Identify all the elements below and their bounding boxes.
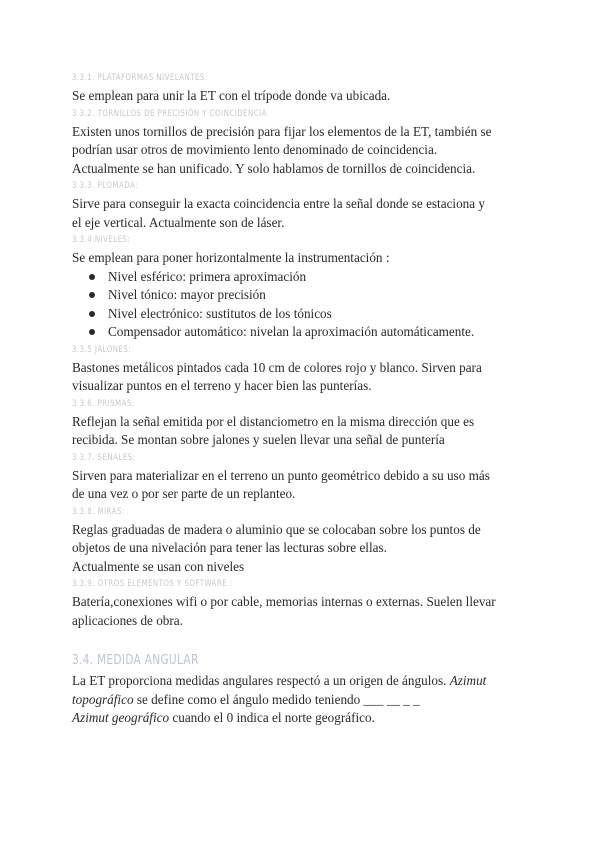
list-item (72, 305, 532, 324)
subsection-heading-plataformas: 3.3.1. PLATAFORMAS NIVELANTES: (72, 73, 208, 83)
subsection-heading-tornillos: 3.3.2. TORNILLOS DE PRECISIÓN Y COINCIDENCIA (72, 108, 267, 119)
bullet-icon (89, 311, 95, 317)
list-item-text: Nivel tónico: mayor precisión (108, 287, 266, 302)
bullet-icon (89, 292, 95, 298)
paragraph-line: podrían usar otros de movimiento lento denominado de coincidencia. (72, 142, 438, 157)
paragraph-line (72, 691, 532, 710)
paragraph-line: Bastones metálicos pintados cada 10 cm de colores rojo y blanco. Sirven para (72, 359, 482, 375)
paragraph-line: Sirven para materializar en el terreno un punto geométrico debido a su uso más (72, 467, 490, 483)
list-item-text: Nivel electrónico: sustitutos de los tónicos (108, 305, 332, 321)
emphasis-text: Azimut geográfico (72, 710, 170, 725)
emphasis-text: Azimut (449, 673, 487, 688)
paragraph-line: el eje vertical. Actualmente son de láser. (72, 214, 285, 230)
paragraph-line: Existen unos tornillos de precisión para fijar los elementos de la ET, también se (72, 123, 492, 139)
niveles-bullet-list (72, 268, 532, 342)
paragraph-line: aplicaciones de obra. (72, 612, 183, 628)
subsection-heading-senales: 3.3.7. SEÑALES: (72, 452, 136, 463)
bullet-icon (89, 329, 95, 335)
subsection-heading-jalones: 3.3.5 JALONES: (72, 344, 132, 355)
paragraph-line: Reflejan la señal emitida por el distanciometro en la misma dirección que es (72, 413, 475, 429)
text-span: se define como el ángulo medido teniendo ___ __ _ _ (136, 691, 420, 707)
list-item (72, 268, 532, 287)
section-heading-medida-angular: 3.4. MEDIDA ANGULAR (72, 653, 199, 668)
list-item-text: Compensador automático: nivelan la aproximación automáticamente. (108, 324, 475, 339)
text-span: cuando el 0 indica el norte geográfico. (172, 710, 375, 725)
bullet-icon (89, 274, 95, 280)
paragraph-plataformas: Se emplean para unir la ET con el trípode donde va ubicada. (72, 88, 391, 103)
list-item (72, 286, 532, 305)
paragraph-line: recibida. Se montan sobre jalones y suelen llevar una señal de puntería (72, 432, 445, 447)
subsection-heading-plomada: 3.3.3. PLOMADA: (72, 181, 138, 191)
list-item-text: Nivel esférico: primera aproximación (108, 268, 307, 284)
subsection-heading-miras: 3.3.8. MIRAS: (72, 506, 125, 517)
paragraph-line: visualizar puntos en el terreno y hacer bien las punterías. (72, 378, 372, 393)
paragraph-line: Actualmente se han unificado. Y solo hablamos de tornillos de coincidencia. (72, 160, 476, 176)
paragraph-line: Batería,conexiones wifi o por cable, memorias internas o externas. Suelen llevar (72, 594, 496, 609)
emphasis-text: topográfico (72, 691, 134, 707)
subsection-heading-niveles: 3.3.4.NIVELES: (72, 235, 131, 245)
document-page (72, 70, 532, 728)
paragraph-line: Actualmente se usan con niveles (72, 558, 245, 574)
paragraph-line: Reglas graduadas de madera o aluminio que se colocaban sobre los puntos de (72, 521, 481, 537)
subsection-heading-otros: 3.3.9. OTROS ELEMENTOS Y SOFTWARE : (72, 579, 233, 589)
list-item (72, 323, 532, 342)
paragraph-line: objetos de una nivelación para tener las lecturas sobre ellas. (72, 540, 387, 555)
paragraph-line (72, 672, 532, 691)
text-span: La ET proporciona medidas angulares respectó a un origen de ángulos. (72, 673, 447, 688)
paragraph-line: Sirve para conseguir la exacta coincidencia entre la señal donde se estaciona y (72, 196, 486, 211)
paragraph-niveles: Se emplean para poner horizontalmente la instrumentación : (72, 250, 390, 265)
paragraph-line (72, 709, 532, 728)
subsection-heading-prismas: 3.3.6. PRISMAS: (72, 398, 135, 409)
paragraph-line: de una vez o por ser parte de un replanteo. (72, 486, 296, 501)
